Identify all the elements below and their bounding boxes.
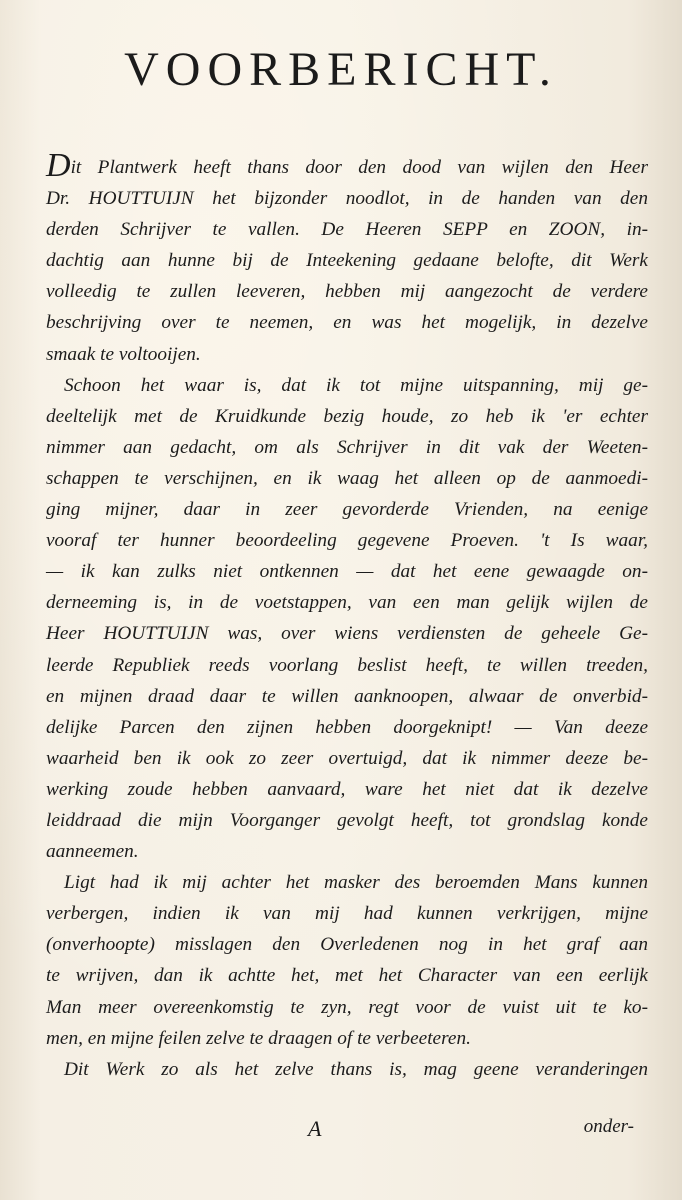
text-line-25: verbergen, indien ik van mij had kunnen verkrijgen, mijne	[46, 903, 648, 925]
text-line-29: men, en mijne feilen zelve te draagen of te verbeeteren.	[46, 1027, 471, 1049]
text-line-1-content: it Plantwerk heeft thans door den dood van wijlen den Heer	[70, 157, 648, 178]
text-line-15: derneeming is, in de voetstappen, van een man gelijk wijlen de	[46, 592, 648, 614]
text-line-2: Dr. HOUTTUIJN het bijzonder noodlot, in de handen van den	[46, 188, 648, 210]
text-line-3: derden Schrijver te vallen. De Heeren SEPP en ZOON, in-	[46, 219, 648, 241]
text-line-23: aanneemen.	[46, 841, 139, 863]
text-line-24: Ligt had ik mij achter het masker des beroemden Mans kunnen	[64, 872, 648, 894]
text-line-12: ging mijner, daar in zeer gevorderde Vrienden, na eenige	[46, 499, 648, 521]
text-line-5: volleedig te zullen leeveren, hebben mij aangezocht de verdere	[46, 281, 648, 303]
page-footer	[46, 1116, 634, 1150]
text-line-11: schappen te verschijnen, en ik waag het alleen op de aanmoedi-	[46, 467, 648, 489]
text-line-14: — ik kan zulks niet ontkennen — dat het eene gewaagde on-	[46, 561, 648, 583]
text-line-6: beschrijving over te neemen, en was het mogelijk, in dezelve	[46, 312, 648, 334]
drop-cap: D	[46, 147, 71, 184]
text-line-10: nimmer aan gedacht, om als Schrijver in dit vak der Weeten-	[46, 436, 648, 458]
text-line-9: deeltelijk met de Kruidkunde bezig houde, zo heb ik 'er echter	[46, 405, 648, 427]
text-line-8: Schoon het waar is, dat ik tot mijne uitspanning, mij ge-	[64, 374, 648, 396]
text-line-4: dachtig aan hunne bij de Inteekening gedaane belofte, dit Werk	[46, 250, 648, 272]
text-line-27: te wrijven, dan ik achtte het, met het Character van een eerlijk	[46, 965, 648, 987]
text-line-26: (onverhoopte) misslagen den Overledenen nog in het graf aan	[46, 934, 648, 956]
text-line-28: Man meer overeenkomstig te zyn, regt voor de vuist uit te ko-	[46, 996, 648, 1018]
preface-body	[46, 147, 648, 1085]
text-line-21: werking zoude hebben aanvaard, ware het niet dat ik dezelve	[46, 778, 648, 800]
text-line-18: en mijnen draad daar te willen aanknoopen, alwaar de onverbid-	[46, 685, 648, 707]
text-line-22: leiddraad die mijn Voorganger gevolgt heeft, tot grondslag konde	[46, 809, 648, 831]
signature-mark: A	[308, 1116, 322, 1141]
text-line-19: delijke Parcen den zijnen hebben doorgeknipt! — Van deeze	[46, 716, 648, 738]
text-line-20: waarheid ben ik ook zo zeer overtuigd, dat ik nimmer deeze be-	[46, 747, 648, 769]
text-line-7: smaak te voltooijen.	[46, 343, 201, 365]
text-line-13: vooraf ter hunner beoordeeling gegevene Proeven. 't Is waar,	[46, 530, 648, 552]
page-title: VOORBERICHT.	[124, 43, 558, 96]
text-line-1	[46, 147, 648, 184]
catchword: onder-	[583, 1116, 634, 1137]
text-line-17: leerde Republiek reeds voorlang beslist heeft, te willen treeden,	[46, 654, 648, 676]
text-line-16: Heer HOUTTUIJN was, over wiens verdiensten de geheele Ge-	[46, 623, 648, 645]
text-line-30: Dit Werk zo als het zelve thans is, mag geene veranderingen	[64, 1058, 648, 1080]
